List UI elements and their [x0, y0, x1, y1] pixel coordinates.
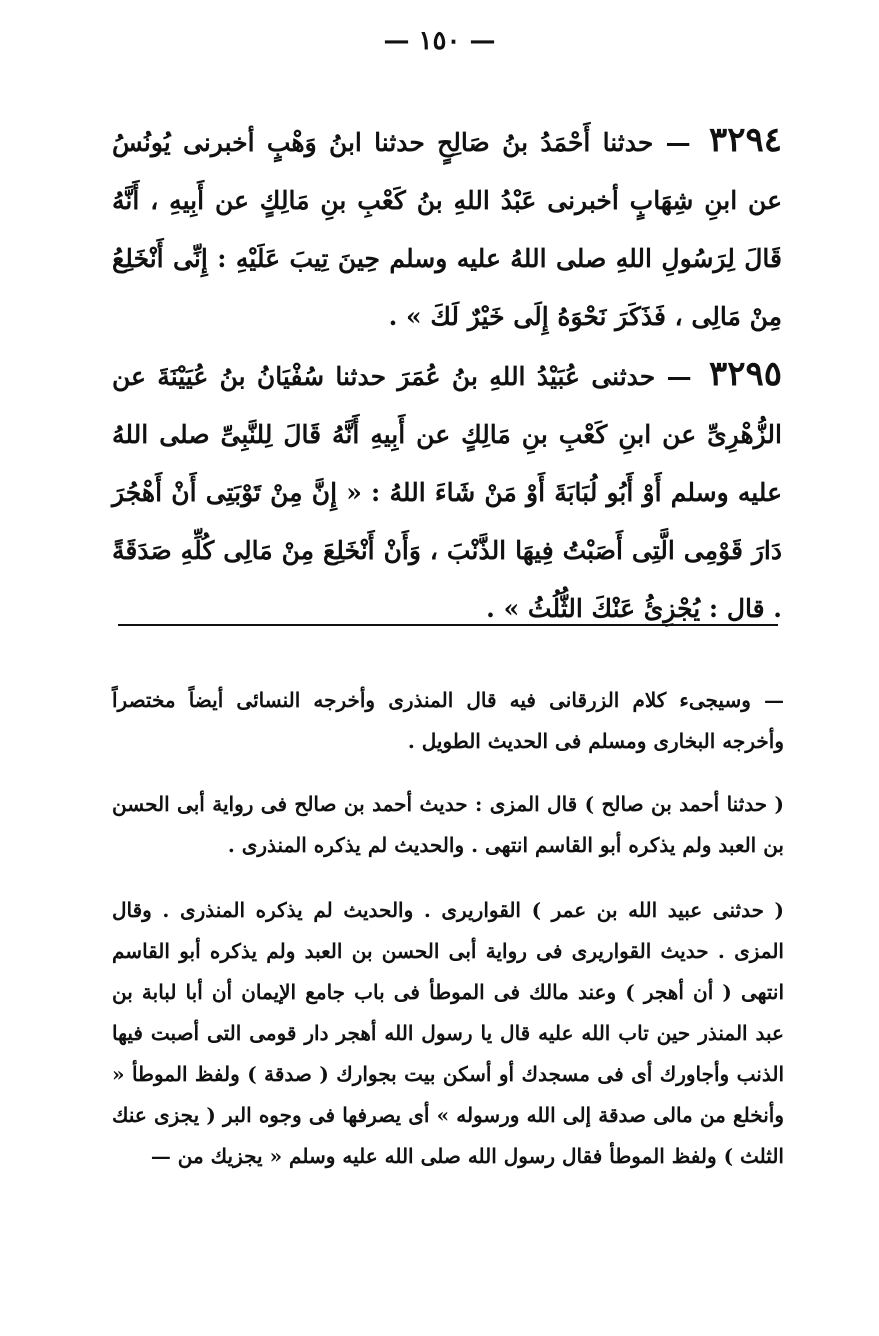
commentary-paragraph: ( حدثنا أحمد بن صالح ) قال المزى : حديث أحمد بن صالح فى رواية أبى الحسن بن العبد ولم يذكره أبو القاسم انتهى . والحديث لم يذكره المنذرى .	[112, 792, 784, 857]
hadith-3295	[112, 345, 782, 638]
commentary-paragraph: ( حدثنى عبيد الله بن عمر ) القواريرى . والحديث لم يذكره المنذرى . وقال المزى . حديث القواريرى فى رواية أبى الحسن بن العبد ولم يذكره أبو القاسم انتهى ( أن أهجر ) وعند مالك فى الموطأ فى باب جامع الإيمان أن أبا لبابة بن عبد المنذر حين تاب الله عليه قال يا رسول الله أهجر دار قومى التى أصبت فيها الذنب وأجاورك أى فى مسجدك أو أسكن بيت بجوارك ( صدقة ) ولفظ الموطأ « وأنخلع من مالى صدقة إلى الله ورسوله » أى يصرفها فى وجوه البر ( يجزى عنك الثلث ) ولفظ الموطأ فقال رسول الله صلى الله عليه وسلم « يجزيك من —	[112, 898, 784, 1168]
page-number: — ١٥٠ —	[383, 26, 496, 56]
hadith-number: ٣٢٩٤	[708, 120, 782, 160]
commentary-paragraph: — وسيجىء كلام الزرقانى فيه قال المنذرى وأخرجه النسائى أيضاً مختصراً وأخرجه البخارى ومسلم فى الحديث الطويل .	[112, 688, 784, 753]
hadith-text: — حدثنا أَحْمَدُ بنُ صَالِحٍ حدثنا ابنُ وَهْبٍ أخبرنى يُونُسُ عن ابنِ شِهَابٍ أخبرنى عَبْدُ اللهِ بنُ كَعْبِ بنِ مَالِكٍ عن أَبِيهِ ، أَنَّهُ قَالَ لِرَسُولِ اللهِ صلى اللهُ عليه وسلم حِينَ تِيبَ عَلَيْهِ : إِنِّى أَنْخَلِعُ مِنْ مَالِى ، فَذَكَرَ نَحْوَهُ إِلَى خَيْرٌ لَكَ » .	[112, 128, 782, 331]
hadith-text: — حدثنى عُبَيْدُ اللهِ بنُ عُمَرَ حدثنا سُفْيَانُ بنُ عُيَيْنَةَ عن الزُّهْرِىِّ عن ابنِ كَعْبِ بنِ مَالِكٍ عن أَبِيهِ أَنَّهُ قَالَ لِلنَّبِىِّ صلى اللهُ عليه وسلم أَوْ أَبُو لُبَابَةَ أَوْ مَنْ شَاءَ اللهُ : « إِنَّ مِنْ تَوْبَتِى أَنْ أَهْجُرَ دَارَ قَوْمِى الَّتِى أَصَبْتُ فِيهَا الذَّنْبَ ، وَأَنْ أَنْخَلِعَ مِنْ مَالِى كُلِّهِ صَدَقَةً . قال : يُجْزِئُ عَنْكَ الثُّلُثُ » .	[112, 362, 782, 623]
hadith-number: ٣٢٩٥	[708, 354, 782, 394]
footnote-divider	[118, 624, 778, 626]
hadith-3294	[112, 111, 782, 346]
